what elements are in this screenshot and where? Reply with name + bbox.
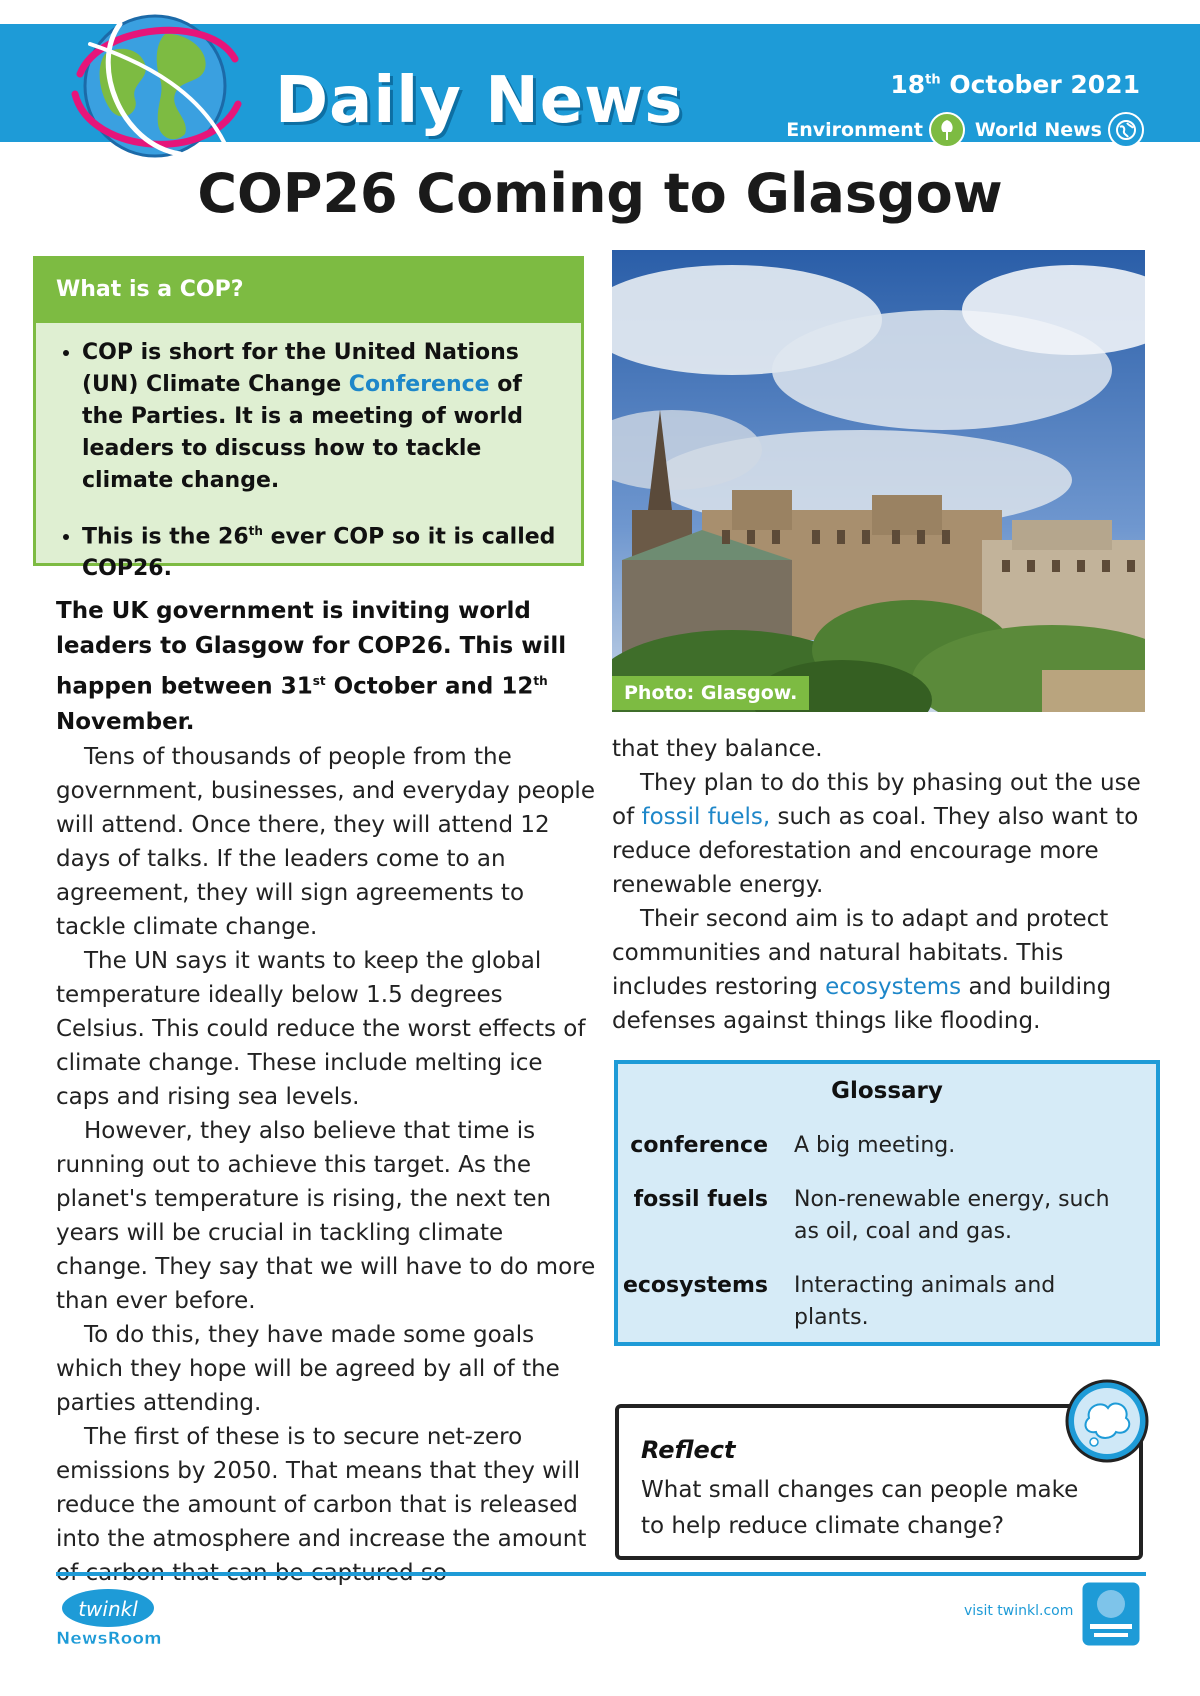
page-title: COP26 Coming to Glasgow (197, 162, 1003, 225)
article-lead: The UK government is inviting world leaders to Glasgow for COP26. This will happen between 31st October and 12th November. (56, 598, 567, 735)
header-tags (786, 112, 1144, 148)
cop-bullet-2: • This is the 26th ever COP so it is called COP26. (82, 515, 561, 585)
header-date: 18th October 2021 (890, 70, 1140, 99)
glossary-term: fossil fuels (633, 1187, 768, 1212)
paragraph: To do this, they have made some goals which they hope will be agreed by all of the parties attending. (56, 1321, 560, 1416)
what-is-cop-title: What is a COP? (36, 259, 581, 323)
globe-small-icon (1108, 112, 1144, 148)
footer-logo-bottom: NewsRoom (56, 1629, 162, 1649)
glossary-definition: Interacting animals and plants. (794, 1273, 1056, 1330)
glossary-term: conference (630, 1133, 768, 1158)
ecosystems-link[interactable]: ecosystems (825, 974, 962, 1000)
fossil-fuels-link[interactable]: fossil fuels, (641, 804, 771, 830)
paragraph: The first of these is to secure net-zero emissions by 2050. That means that they will reduce the amount of carbon that is released into the atmosphere and increase the amount (56, 1423, 587, 1552)
footer-logo-top: twinkl (78, 1597, 138, 1621)
reflect-title: Reflect (641, 1436, 736, 1464)
tree-icon (929, 112, 965, 148)
glossary-definition: A big meeting. (794, 1133, 956, 1158)
photo-caption: Photo: Glasgow. (612, 676, 809, 710)
thought-bubble-icon (1064, 1378, 1150, 1464)
paragraph-continued: that they balance. (612, 736, 823, 762)
conference-link[interactable]: Conference (348, 372, 490, 397)
what-is-cop-box (33, 256, 584, 582)
tag-world-news[interactable] (975, 112, 1144, 148)
paragraph: Tens of thousands of people from the government, businesses, and everyday people will attend. Once there, they will attend 12 days of talks. If the leaders come to an agreement, they will sign agreements to tackle climate change. (56, 743, 595, 940)
paragraph: However, they also believe that time is running out to achieve this target. As the planet's temperature is rising, the next ten years will be crucial in tackling climate change. They say that we will have to do more than ever before. (56, 1117, 596, 1314)
tag-world-label: World News (974, 119, 1102, 141)
twinkl-newsroom-logo[interactable] (56, 1586, 176, 1652)
cop-bullet-1: • COP is short for the United Nations (UN) Climate Change Conference of the Parties. It is a meeting of world leaders to discuss how to tackle climate change. (82, 337, 561, 497)
footer-link[interactable]: visit twinkl.com (964, 1603, 1074, 1619)
article-right-column (612, 732, 1152, 1038)
paragraph: Their second aim is to adapt and protect communities and natural habitats. This includes restoring ecosystems and building defenses against things like flooding. (612, 906, 1112, 1034)
article-left-column (56, 594, 596, 1590)
glossary-term: ecosystems (622, 1273, 768, 1298)
cop-bullet-list (36, 337, 581, 585)
glossary-definition: Non-renewable energy, such as oil, coal and gas. (794, 1187, 1110, 1244)
footer-divider (56, 1572, 1146, 1576)
reflect-question: What small changes can people make to help reduce climate change? (641, 1477, 1079, 1539)
glossary-box (614, 1060, 1160, 1346)
tag-environment-label: Environment (786, 119, 923, 141)
globe-logo-icon (60, 4, 250, 164)
glasgow-photo (612, 250, 1145, 712)
glossary-title: Glossary (831, 1078, 943, 1104)
paragraph: The UN says it wants to keep the global temperature ideally below 1.5 degrees Celsius. This could reduce the worst effects of climate change. These include melting ice caps and rising sea levels. (56, 947, 586, 1110)
paragraph: They plan to do this by phasing out the use of fossil fuels, such as coal. They also want to reduce deforestation and encourage more renewable energy. (612, 770, 1141, 898)
tag-environment[interactable] (786, 112, 965, 148)
brand-title: Daily News (275, 64, 684, 138)
approved-badge-icon (1078, 1578, 1144, 1650)
